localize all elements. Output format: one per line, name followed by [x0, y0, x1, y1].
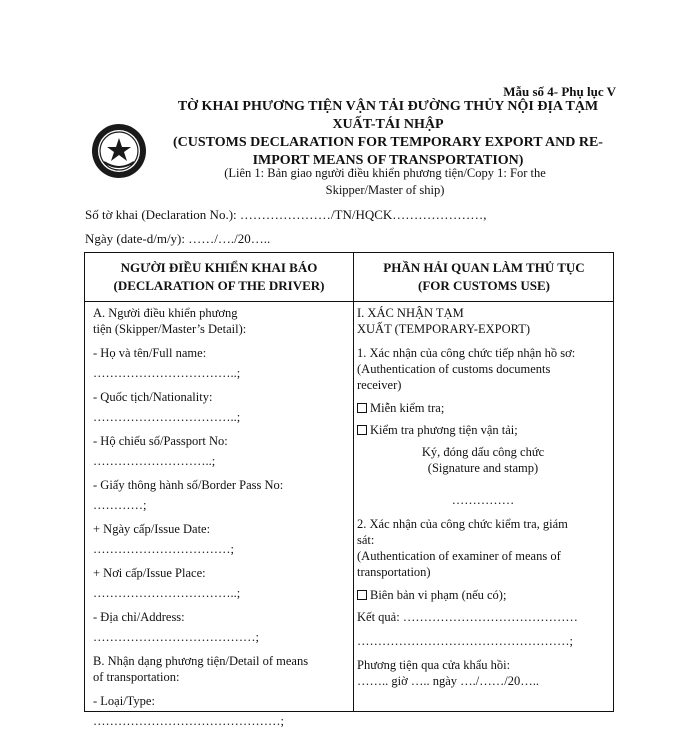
section-b-subtitle: of transportation:: [93, 670, 180, 684]
result-field-cont[interactable]: ……………………………………………;: [357, 634, 573, 648]
gate-label: Phương tiện qua cửa khẩu hồi:: [357, 658, 511, 672]
header-divider: [85, 301, 613, 302]
type-field[interactable]: ………………………………………;: [93, 714, 284, 728]
signature-field[interactable]: ……………: [451, 493, 515, 507]
exempt-checkbox[interactable]: [357, 403, 367, 413]
driver-column-header: [85, 259, 353, 295]
step2-en-cont: transportation): [357, 565, 431, 579]
result-field[interactable]: Kết quả: ……………………………………: [357, 610, 578, 624]
step1-title: 1. Xác nhận của công chức tiếp nhận hồ sơ:: [357, 346, 576, 360]
column-divider: [353, 253, 354, 711]
exempt-label: Miễn kiểm tra;: [370, 401, 445, 415]
customs-header-en: (FOR CUSTOMS USE): [418, 278, 550, 293]
step1-en: (Authentication of customs documents: [357, 362, 551, 376]
type-label: - Loại/Type:: [93, 694, 155, 708]
border-pass-label: - Giấy thông hành số/Border Pass No:: [93, 478, 284, 492]
violation-label: Biên bản vi phạm (nếu có);: [370, 588, 507, 602]
customs-header-vn: PHẦN HẢI QUAN LÀM THỦ TỤC: [383, 260, 585, 275]
form-title: [158, 98, 618, 170]
copy-note-line1: (Liên 1: Bản giao người điều khiển phương tiện/Copy 1: For the: [224, 166, 546, 180]
section-i-title: I. XÁC NHẬN TẠM: [357, 306, 464, 320]
issue-date-field[interactable]: ……………………………;: [93, 542, 234, 556]
declaration-number: Số tờ khai (Declaration No.): …………………/TN/HQCK…………………,: [85, 207, 487, 222]
customs-column: [357, 305, 609, 689]
violation-checkbox[interactable]: [357, 590, 367, 600]
issue-date-label: + Ngày cấp/Issue Date:: [93, 522, 211, 536]
address-field[interactable]: …………………………………;: [93, 630, 259, 644]
passport-label: - Hộ chiếu số/Passport No:: [93, 434, 228, 448]
address-label: - Địa chỉ/Address:: [93, 610, 185, 624]
declaration-table: [84, 252, 614, 728]
section-b-title: B. Nhận dạng phương tiện/Detail of means: [93, 654, 309, 668]
title-vn-line1: TỜ KHAI PHƯƠNG TIỆN VẬN TẢI ĐƯỜNG THỦY NỘI ĐỊA TẠM: [177, 99, 599, 114]
inspect-label: Kiểm tra phương tiện vận tải;: [370, 423, 518, 437]
passport-field[interactable]: ………………………..;: [93, 454, 216, 468]
exempt-option[interactable]: [357, 400, 609, 416]
national-emblem-icon: [90, 122, 148, 180]
title-en-line1: (CUSTOMS DECLARATION FOR TEMPORARY EXPORT AND RE-: [173, 135, 603, 150]
driver-column: [93, 305, 345, 729]
driver-header-vn: NGƯỜI ĐIỀU KHIỂN KHAI BÁO: [120, 260, 318, 275]
issue-place-label: + Nơi cấp/Issue Place:: [93, 566, 206, 580]
title-en-line2: IMPORT MEANS OF TRANSPORTATION): [252, 153, 524, 168]
declaration-date: Ngày (date-d/m/y): ……/…./20…..: [85, 231, 271, 246]
inspect-option[interactable]: [357, 422, 609, 438]
step2-title: 2. Xác nhận của công chức kiểm tra, giám: [357, 517, 568, 531]
form-number: Mẫu số 4- Phụ lục V: [503, 84, 616, 99]
step2-en: (Authentication of examiner of means of: [357, 549, 561, 563]
full-name-label: - Họ và tên/Full name:: [93, 346, 207, 360]
copy-note-line2: Skipper/Master of ship): [325, 183, 445, 197]
violation-option[interactable]: [357, 587, 609, 603]
title-vn-line2: XUẤT-TÁI NHẬP: [332, 117, 444, 132]
border-pass-field[interactable]: …………;: [93, 498, 147, 512]
gate-time-field[interactable]: …….. giờ ….. ngày …./……/20…..: [357, 674, 539, 688]
nationality-field[interactable]: ……………………………..;: [93, 410, 241, 424]
section-a-subtitle: tiện (Skipper/Master’s Detail):: [93, 322, 247, 336]
inspect-checkbox[interactable]: [357, 425, 367, 435]
section-i-subtitle: XUẤT (TEMPORARY-EXPORT): [357, 322, 530, 336]
section-a-title: A. Người điều khiển phương: [93, 306, 238, 320]
nationality-label: - Quốc tịch/Nationality:: [93, 390, 213, 404]
full-name-field[interactable]: ……………………………..;: [93, 366, 241, 380]
driver-header-en: (DECLARATION OF THE DRIVER): [113, 278, 325, 293]
customs-column-header: [353, 259, 615, 295]
signature-label-en: (Signature and stamp): [427, 461, 539, 475]
step1-en-cont: receiver): [357, 378, 402, 392]
issue-place-field[interactable]: ……………………………..;: [93, 586, 241, 600]
signature-label-vn: Ký, đóng dấu công chức: [421, 445, 545, 459]
copy-note: [175, 165, 595, 199]
step2-title-cont: sát:: [357, 533, 375, 547]
